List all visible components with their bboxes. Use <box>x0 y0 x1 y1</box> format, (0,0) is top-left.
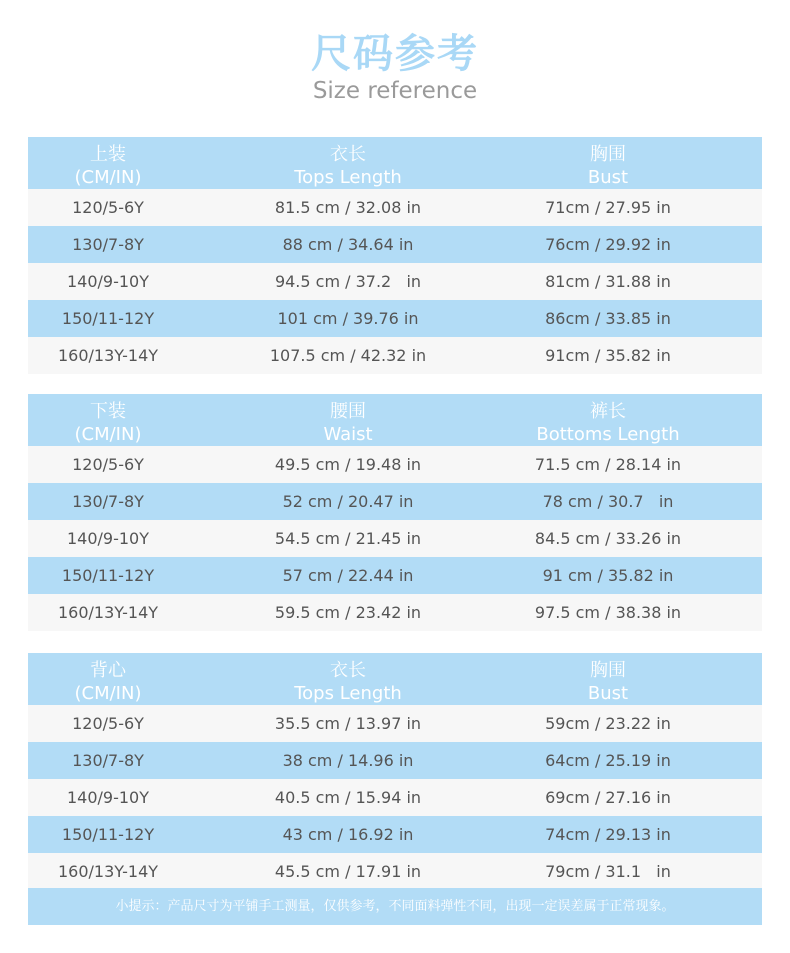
header-length-en: Tops Length <box>294 167 402 188</box>
size-table-bottoms <box>28 394 762 631</box>
cell-bottoms-length: 97.5 cm / 38.38 in <box>534 603 682 622</box>
header-bottoms-length-en: Bottoms Length <box>536 424 680 445</box>
cell-size: 140/9-10Y <box>66 272 149 291</box>
table-row <box>28 263 762 300</box>
header-size-cn: 背心 <box>90 660 126 681</box>
cell-length: 94.5 cm / 37.2 in <box>274 272 422 291</box>
table-row <box>28 300 762 337</box>
cell-size: 150/11-12Y <box>61 825 155 844</box>
cell-length: 101 cm / 39.76 in <box>277 309 419 328</box>
header-length <box>248 143 448 189</box>
cell-size: 160/13Y-14Y <box>57 862 159 881</box>
header-length-cn: 衣长 <box>330 660 366 681</box>
cell-size: 130/7-8Y <box>72 751 144 770</box>
cell-size: 140/9-10Y <box>66 788 149 807</box>
cell-length: 35.5 cm / 13.97 in <box>274 714 422 733</box>
cell-bust: 76cm / 29.92 in <box>545 235 671 254</box>
cell-bust: 71cm / 27.95 in <box>545 198 671 217</box>
header-waist-en: Waist <box>323 424 373 445</box>
cell-bust: 81cm / 31.88 in <box>545 272 671 291</box>
header-waist <box>248 400 448 446</box>
table-header <box>28 653 762 705</box>
cell-size: 150/11-12Y <box>61 566 155 585</box>
header-size-en: (CM/IN) <box>74 424 142 445</box>
table-row <box>28 594 762 631</box>
cell-bottoms-length: 84.5 cm / 33.26 in <box>534 529 682 548</box>
table-row <box>28 705 762 742</box>
header-bottoms-length <box>508 400 708 446</box>
header-size <box>28 143 188 189</box>
cell-bust: 59cm / 23.22 in <box>545 714 671 733</box>
cell-bust: 64cm / 25.19 in <box>545 751 671 770</box>
header-size-cn: 下装 <box>90 401 126 422</box>
cell-size: 150/11-12Y <box>61 309 155 328</box>
cell-length: 45.5 cm / 17.91 in <box>274 862 422 881</box>
table-header <box>28 137 762 189</box>
header-length-en: Tops Length <box>294 683 402 704</box>
cell-size: 140/9-10Y <box>66 529 149 548</box>
table-row <box>28 557 762 594</box>
table-row <box>28 816 762 853</box>
size-table-vest <box>28 653 762 890</box>
cell-bust: 69cm / 27.16 in <box>545 788 671 807</box>
cell-waist: 54.5 cm / 21.45 in <box>274 529 422 548</box>
header-length <box>248 659 448 705</box>
header-size-en: (CM/IN) <box>74 167 142 188</box>
cell-size: 160/13Y-14Y <box>57 346 159 365</box>
cell-waist: 52 cm / 20.47 in <box>282 492 414 511</box>
cell-size: 120/5-6Y <box>72 714 144 733</box>
cell-length: 40.5 cm / 15.94 in <box>274 788 422 807</box>
header-bottoms-length-cn: 裤长 <box>590 401 626 422</box>
header-size <box>28 400 188 446</box>
table-row <box>28 226 762 263</box>
cell-size: 120/5-6Y <box>72 198 144 217</box>
cell-length: 107.5 cm / 42.32 in <box>269 346 427 365</box>
cell-size: 120/5-6Y <box>72 455 144 474</box>
header-bust-cn: 胸围 <box>590 144 626 165</box>
cell-waist: 59.5 cm / 23.42 in <box>274 603 422 622</box>
page-subtitle: Size reference <box>312 78 478 104</box>
cell-length: 43 cm / 16.92 in <box>282 825 414 844</box>
table-row <box>28 779 762 816</box>
cell-bottoms-length: 78 cm / 30.7 in <box>542 492 674 511</box>
header-bust-en: Bust <box>587 683 629 704</box>
cell-bust: 86cm / 33.85 in <box>545 309 671 328</box>
header-size <box>28 659 188 705</box>
header-bust-cn: 胸围 <box>590 660 626 681</box>
table-row <box>28 189 762 226</box>
table-header <box>28 394 762 446</box>
header-size-cn: 上装 <box>90 144 126 165</box>
table-row <box>28 337 762 374</box>
table-row <box>28 520 762 557</box>
cell-waist: 49.5 cm / 19.48 in <box>274 455 422 474</box>
cell-size: 130/7-8Y <box>72 492 144 511</box>
header-bust-en: Bust <box>587 167 629 188</box>
header-bust <box>508 143 708 189</box>
table-row <box>28 483 762 520</box>
header-size-en: (CM/IN) <box>74 683 142 704</box>
table-row <box>28 853 762 890</box>
cell-bust: 74cm / 29.13 in <box>545 825 671 844</box>
cell-bust: 79cm / 31.1 in <box>545 862 671 881</box>
header-length-cn: 衣长 <box>330 144 366 165</box>
size-table-tops <box>28 137 762 374</box>
cell-bottoms-length: 71.5 cm / 28.14 in <box>534 455 682 474</box>
header-bust <box>508 659 708 705</box>
header-waist-cn: 腰围 <box>330 401 366 422</box>
table-row <box>28 742 762 779</box>
cell-length: 38 cm / 14.96 in <box>282 751 414 770</box>
cell-length: 81.5 cm / 32.08 in <box>274 198 422 217</box>
cell-bust: 91cm / 35.82 in <box>545 346 671 365</box>
cell-length: 88 cm / 34.64 in <box>282 235 414 254</box>
cell-size: 160/13Y-14Y <box>57 603 159 622</box>
cell-bottoms-length: 91 cm / 35.82 in <box>542 566 674 585</box>
page-title: 尺码参考 <box>311 31 479 77</box>
cell-size: 130/7-8Y <box>72 235 144 254</box>
tip-note: 小提示：产品尺寸为平铺手工测量，仅供参考，不同面料弹性不同，出现一定误差属于正常现象。 <box>28 888 762 925</box>
table-row <box>28 446 762 483</box>
cell-waist: 57 cm / 22.44 in <box>282 566 414 585</box>
